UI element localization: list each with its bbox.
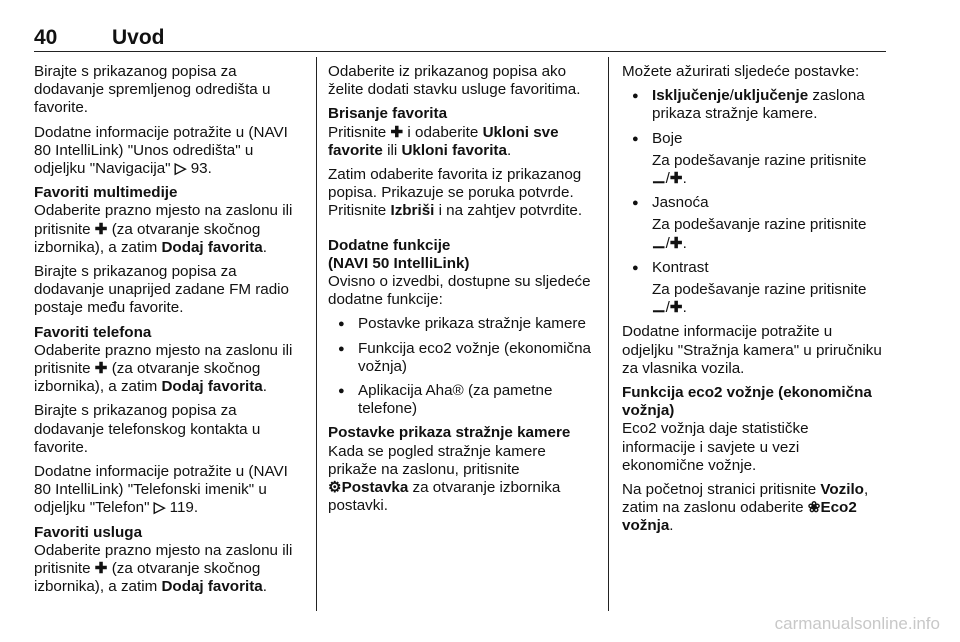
list-item: ● Funkcija eco2 vožnje (ekonomična vožnja) xyxy=(328,340,596,376)
paragraph: Dodatne informacije potražite u (NAVI 80 IntelliLink) "Unos odredišta" u odjeljku "Navigacija" ▷ 93. xyxy=(34,123,288,178)
heading-eco2: Funkcija eco2 vožnje (ekonomična vožnja) xyxy=(622,384,872,420)
plus-icon: ✚ xyxy=(390,123,404,141)
list-item: ● Postavke prikaza stražnje kamere xyxy=(328,315,596,333)
paragraph: Kada se pogled stražnje kamere prikaže na zaslonu, pritisnite ⚙Postavka za otvaranje izbornika postavki. xyxy=(328,442,561,515)
plus-icon: ✚ xyxy=(94,360,108,378)
plus-icon: ✚ xyxy=(669,170,683,188)
plus-icon: ✚ xyxy=(669,299,683,317)
arrow-ref-icon: ▷ xyxy=(174,160,187,178)
paragraph: Birajte s prikazanog popisa za dodavanje telefonskog kontakta u favorite. xyxy=(34,402,261,456)
paragraph: Možete ažurirati sljedeće postavke: xyxy=(622,63,860,80)
paragraph: Odaberite iz prikazanog popisa ako želite dodati stavku usluge favoritima. xyxy=(328,63,581,99)
paragraph: Dodatne informacije potražite u (NAVI 80 IntelliLink) "Telefonski imenik" u odjeljku "Telefon" ▷ 119. xyxy=(34,463,288,517)
minus-icon: ⚊ xyxy=(652,234,666,252)
list-item: ● Boje Za podešavanje razine pritisnite ⚊/✚. xyxy=(622,130,884,189)
paragraph: Birajte s prikazanog popisa za dodavanje spremljenog odredišta u favorite. xyxy=(34,63,271,117)
heading-brisanje-favorita: Brisanje favorita xyxy=(328,105,448,123)
column-2 xyxy=(328,63,596,521)
heading-favoriti-telefona: Favoriti telefona xyxy=(34,323,152,341)
paragraph: Odaberite prazno mjesto na zaslonu ili pritisnite ✚ (za otvaranje skočnog izbornika), a zatim Dodaj favorita. xyxy=(34,341,293,396)
column-divider-1 xyxy=(316,57,317,611)
list-item: ● Jasnoća Za podešavanje razine pritisnite ⚊/✚. xyxy=(622,194,884,253)
list-item: ● Kontrast Za podešavanje razine pritisnite ⚊/✚. xyxy=(622,259,884,318)
column-1 xyxy=(34,63,306,602)
heading-favoriti-multimedije: Favoriti multimedije xyxy=(34,184,178,202)
plus-icon: ✚ xyxy=(94,560,108,578)
paragraph: Dodatne informacije potražite u odjeljku "Stražnja kamera" u priručniku za vlasnika vozila. xyxy=(622,323,882,377)
paragraph: Zatim odaberite favorita iz prikazanog popisa. Prikazuje se poruka potvrde. xyxy=(328,166,582,202)
plus-icon: ✚ xyxy=(94,220,108,238)
list-item: ● Isključenje/uključenje zaslona prikaza stražnje kamere. xyxy=(622,87,884,123)
plus-icon: ✚ xyxy=(669,234,683,252)
paragraph: Ovisno o izvedbi, dostupne su sljedeće dodatne funkcije: xyxy=(328,273,591,309)
gear-icon: ⚙ xyxy=(328,479,342,497)
page-number: 40 xyxy=(34,26,58,49)
header-divider xyxy=(34,51,886,52)
eco-leaf-icon: ❀ xyxy=(807,499,821,517)
watermark: carmanualsonline.info xyxy=(774,614,940,633)
paragraph: Eco2 vožnja daje statističke informacije i savjete u vezi ekonomične vožnje. xyxy=(622,420,809,474)
paragraph: Odaberite prazno mjesto na zaslonu ili pritisnite ✚ (za otvaranje skočnog izbornika), a zatim Dodaj favorita. xyxy=(34,202,293,256)
feature-list xyxy=(328,315,596,418)
paragraph: Na početnoj stranici pritisnite Vozilo, zatim na zaslonu odaberite ❀Eco2 vožnja. xyxy=(622,481,869,535)
column-divider-2 xyxy=(608,57,609,611)
section-title: Uvod xyxy=(112,26,165,49)
column-3 xyxy=(622,63,884,542)
paragraph: Pritisnite ✚ i odaberite Ukloni sve favorite ili Ukloni favorita. xyxy=(328,123,559,159)
page-header xyxy=(34,26,886,48)
arrow-ref-icon: ▷ xyxy=(153,499,166,517)
minus-icon: ⚊ xyxy=(652,170,666,188)
settings-list xyxy=(622,87,884,317)
heading-postavke-kamere: Postavke prikaza stražnje kamere xyxy=(328,424,571,442)
heading-dodatne-funkcije: Dodatne funkcije xyxy=(328,236,451,254)
paragraph: Pritisnite Izbriši i na zahtjev potvrdite. xyxy=(328,202,583,220)
minus-icon: ⚊ xyxy=(652,299,666,317)
heading-navi-50: (NAVI 50 IntelliLink) xyxy=(328,254,470,272)
heading-favoriti-usluga: Favoriti usluga xyxy=(34,523,143,541)
paragraph: Birajte s prikazanog popisa za dodavanje unaprijed zadane FM radio postaje među favorite. xyxy=(34,263,289,317)
list-item: ● Aplikacija Aha® (za pametne telefone) xyxy=(328,382,596,418)
paragraph: Odaberite prazno mjesto na zaslonu ili pritisnite ✚ (za otvaranje skočnog izbornika), a zatim Dodaj favorita. xyxy=(34,541,293,596)
